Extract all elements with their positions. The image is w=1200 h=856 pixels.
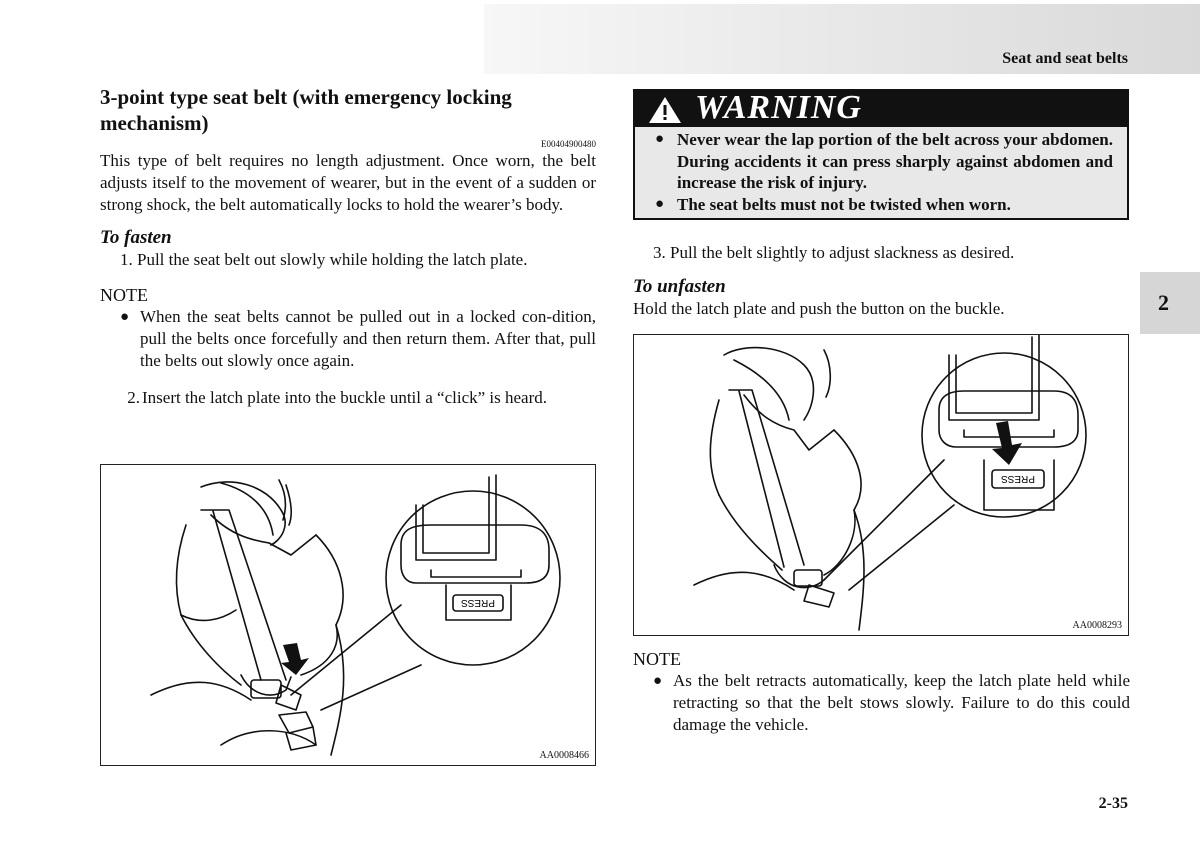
note-text: As the belt retracts automatically, keep the latch plate held while retracting so that the belt stows slowly. Failure to do this could damage the vehicle. (673, 671, 1130, 734)
intro-paragraph: This type of belt requires no length adjustment. Once worn, the belt adjusts itself to the movement of wearer, but in the event of a sudden or strong shock, the belt automatically locks to hold the wearer’s body. (100, 151, 596, 214)
note-text: When the seat belts cannot be pulled out in a locked con-dition, pull the belts once forcefully and then return them. After that, pull the belts out slowly once again. (140, 307, 596, 370)
warning-item (655, 129, 1113, 194)
note-item (633, 670, 1130, 736)
warning-triangle-icon (647, 95, 683, 125)
bullet-icon: ● (655, 195, 665, 212)
figure-code: AA0008293 (1072, 620, 1122, 631)
warning-body (635, 127, 1127, 215)
bullet-icon: ● (120, 309, 130, 325)
warning-text: Never wear the lap portion of the belt across your abdomen. During accidents it can press sharply against abdomen and increase the risk of injury. (677, 130, 1113, 192)
warning-item (655, 194, 1113, 216)
press-label: PRESS (461, 597, 495, 608)
unfasten-illustration (633, 334, 1129, 636)
note-item (100, 306, 596, 372)
chapter-tab (1140, 272, 1200, 334)
section-code: E00404900480 (541, 139, 596, 149)
bullet-icon: ● (655, 131, 665, 147)
step-1: 1. Pull the seat belt out slowly while holding the latch plate. (120, 250, 528, 269)
note-label: NOTE (633, 649, 681, 669)
step-3 (653, 242, 1130, 264)
fasten-illustration (100, 464, 596, 766)
warning-text: The seat belts must not be twisted when worn. (677, 194, 1011, 214)
unfasten-drawing (634, 335, 1128, 635)
page-number: 2-35 (1098, 795, 1128, 812)
bullet-icon: ● (653, 673, 663, 689)
step-3-text: 3. Pull the belt slightly to adjust slackness as desired. (653, 243, 1015, 262)
fasten-drawing (101, 465, 595, 765)
left-column (100, 84, 596, 409)
unfasten-text: Hold the latch plate and push the button on the buckle. (633, 299, 1005, 318)
warning-title: WARNING (695, 89, 862, 126)
chapter-number: 2 (1158, 290, 1169, 315)
warning-header (635, 91, 1127, 127)
figure-code: AA0008466 (539, 750, 589, 761)
section-heading: 3-point type seat belt (with emergency locking mechanism) (100, 85, 512, 135)
press-label: PRESS (1001, 473, 1035, 484)
step-2 (100, 387, 596, 409)
running-header: Seat and seat belts (1002, 50, 1128, 67)
step-2-text: Insert the latch plate into the buckle until a “click” is heard. (142, 388, 548, 407)
step-2-number: 2. (127, 388, 140, 407)
right-note (633, 648, 1130, 736)
warning-box (633, 89, 1129, 220)
note-label: NOTE (100, 285, 148, 305)
fasten-subheading: To fasten (100, 227, 172, 248)
unfasten-section (633, 276, 1130, 320)
unfasten-subheading: To unfasten (633, 276, 726, 297)
